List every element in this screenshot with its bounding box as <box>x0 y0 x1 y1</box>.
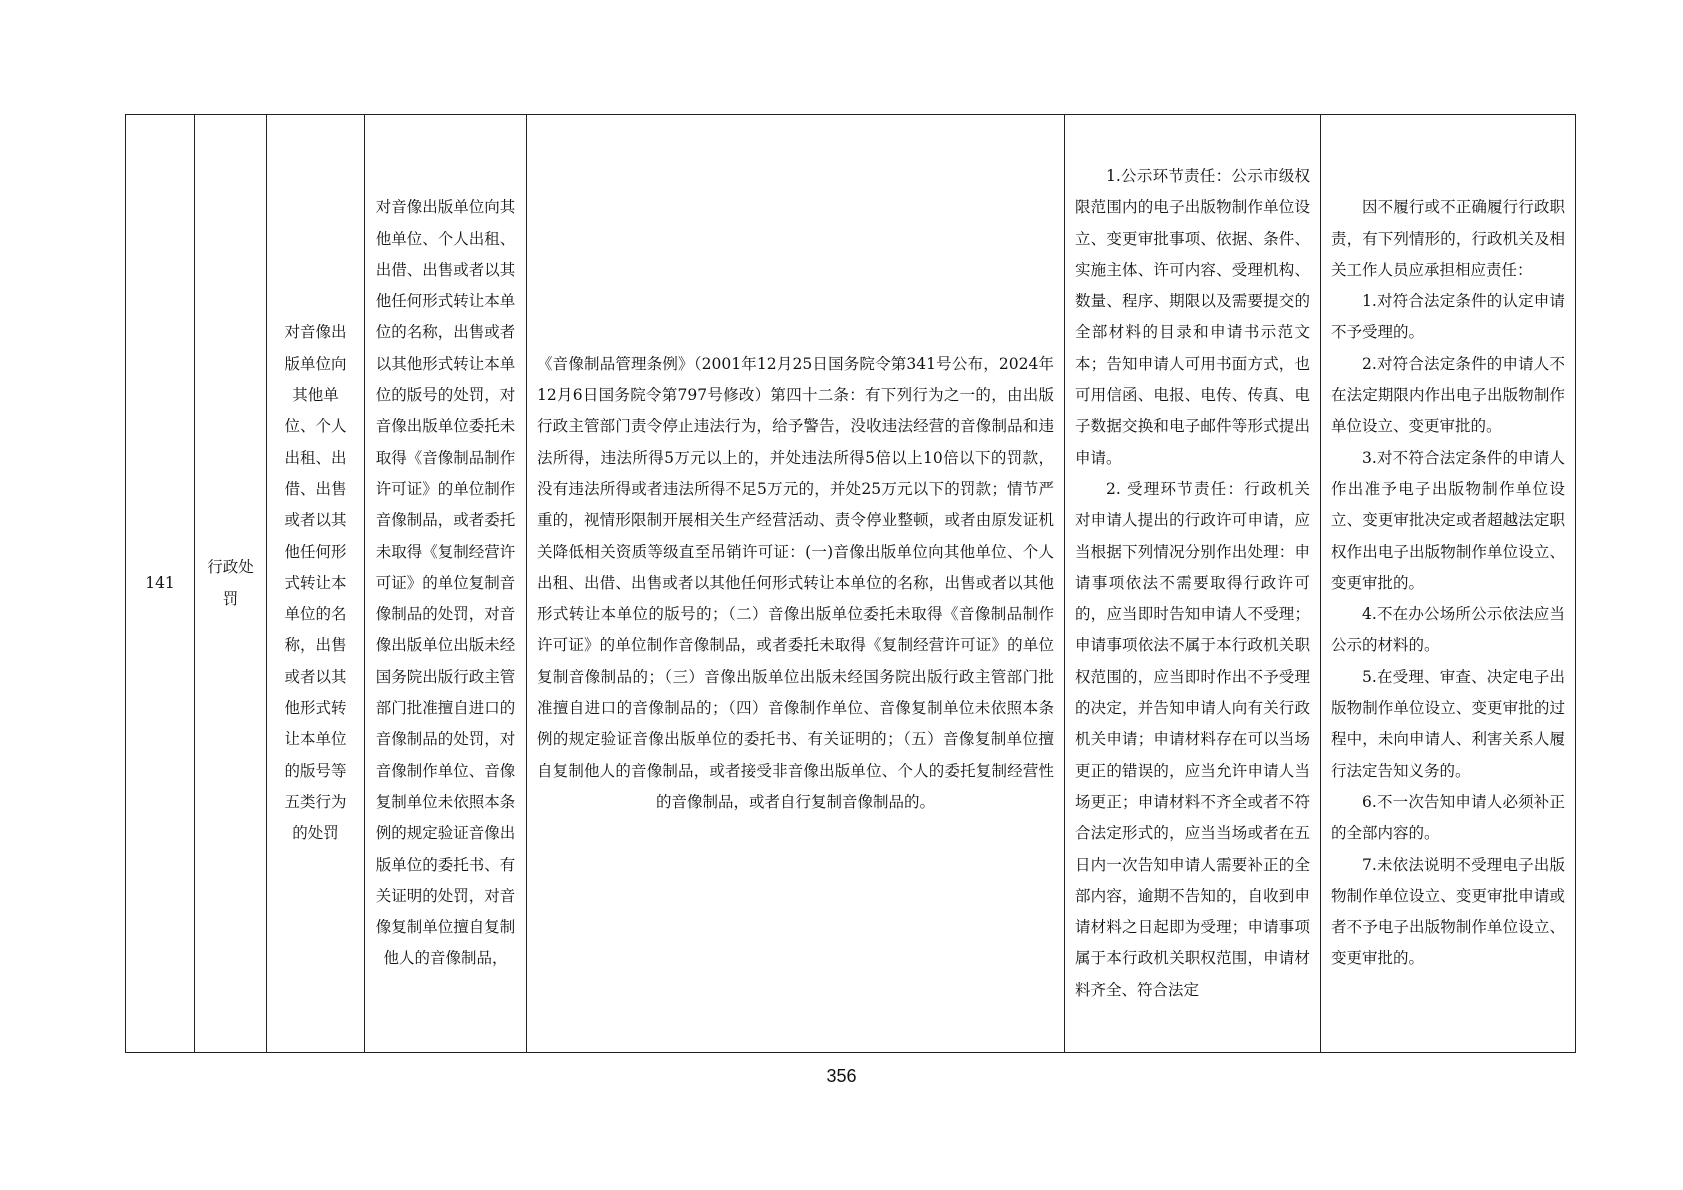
power-category: 行政处罚 <box>195 115 267 1053</box>
page-number: 356 <box>826 1066 857 1086</box>
responsibility-items <box>1065 115 1321 1053</box>
liability-item: 6.不一次告知申请人必须补正的全部内容的。 <box>1331 792 1565 843</box>
responsibility-item: 1.公示环节责任：公示市级权限范围内的电子出版物制作单位设立、变更审批事项、依据、条件、实施主体、许可内容、受理机构、数量、程序、期限以及需要提交的全部材料的目录和申请书示范文本；告知申请人可用书面方式，也可用信函、电报、电传、传真、电子数据交换和电子邮件等形式提出申请。 <box>1075 166 1310 467</box>
table-row <box>126 115 1576 1053</box>
liability-item: 3.对不符合法定条件的申请人作出准予电子出版物制作单位设立、变更审批决定或者超越法定职权作出电子出版物制作单位设立、变更审批的。 <box>1331 448 1565 592</box>
sub-items: 对音像出版单位向其他单位、个人出租、出借、出售或者以其他任何形式转让本单位的名称，出售或者以其他形式转让本单位的版号的处罚，对音像出版单位委托未取得《音像制品制作许可证》的单位制作音像制品，或者委托未取得《复制经营许可证》的单位复制音像制品的处罚，对音像出版单位出版未经国务院出版行政主管部门批准擅自进口的音像制品的处罚，对音像制作单位、音像复制单位未依照本条例的规定验证音像出版单位的委托书、有关证明的处罚，对音像复制单位擅自复制他人的音像制品， <box>365 115 527 1053</box>
liability-items <box>1321 115 1576 1053</box>
liability-item: 2.对符合法定条件的申请人不在法定期限内作出电子出版物制作单位设立、变更审批的。 <box>1331 354 1565 436</box>
row-number: 141 <box>126 115 195 1053</box>
liability-item: 因不履行或不正确履行行政职责，有下列情形的，行政机关及相关工作人员应承担相应责任： <box>1331 198 1565 279</box>
liability-item: 7.未依法说明不受理电子出版物制作单位设立、变更审批申请或者不予电子出版物制作单位设立、变更审批的。 <box>1331 855 1565 968</box>
power-list-table <box>125 114 1576 1053</box>
liability-item: 5.在受理、审查、决定电子出版物制作单位设立、变更审批的过程中，未向申请人、利害关系人履行法定告知义务的。 <box>1331 667 1565 780</box>
liability-item: 1.对符合法定条件的认定申请不予受理的。 <box>1331 292 1565 342</box>
item-name: 对音像出版单位向其他单位、个人出租、出借、出售或者以其他任何形式转让本单位的名称，出售或者以其他形式转让本单位的版号等五类行为的处罚 <box>267 115 365 1053</box>
responsibility-item: 2. 受理环节责任：行政机关对申请人提出的行政许可申请，应当根据下列情况分别作出处理：申请事项依法不需要取得行政许可的，应当即时告知申请人不受理；申请事项依法不属于本行政机关职权范围的，应当即时作出不予受理的决定，并告知申请人向有关行政机关申请；申请材料存在可以当场更正的错误的，应当允许申请人当场更正；申请材料不齐全或者不符合法定形式的，应当当场或者在五日内一次告知申请人需要补正的全部内容，逾期不告知的，自收到申请材料之日起即为受理；申请事项属于本行政机关职权范围，申请材料齐全、符合法定 <box>1075 479 1310 999</box>
legal-basis: 《音像制品管理条例》（2001年12月25日国务院令第341号公布，2024年12月6日国务院令第797号修改）第四十二条：有下列行为之一的，由出版行政主管部门责令停止违法行为，给予警告，没收违法经营的音像制品和违法所得，违法所得5万元以上的，并处违法所得5倍以上10倍以下的罚款，没有违法所得或者违法所得不足5万元的，并处25万元以下的罚款；情节严重的，视情形限制开展相关生产经营活动、责令停业整顿，或者由原发证机关降低相关资质等级直至吊销许可证：(一)音像出版单位向其他单位、个人出租、出借、出售或者以其他任何形式转让本单位的名称，出售或者以其他形式转让本单位的版号的；（二）音像出版单位委托未取得《音像制品制作许可证》的单位制作音像制品，或者委托未取得《复制经营许可证》的单位复制音像制品的；（三）音像出版单位出版未经国务院出版行政主管部门批准擅自进口的音像制品的；（四）音像制作单位、音像复制单位未依照本条例的规定验证音像出版单位的委托书、有关证明的；（五）音像复制单位擅自复制他人的音像制品，或者接受非音像出版单位、个人的委托复制经营性的音像制品，或者自行复制音像制品的。 <box>527 115 1065 1053</box>
liability-item: 4.不在办公场所公示依法应当公示的材料的。 <box>1331 605 1565 655</box>
